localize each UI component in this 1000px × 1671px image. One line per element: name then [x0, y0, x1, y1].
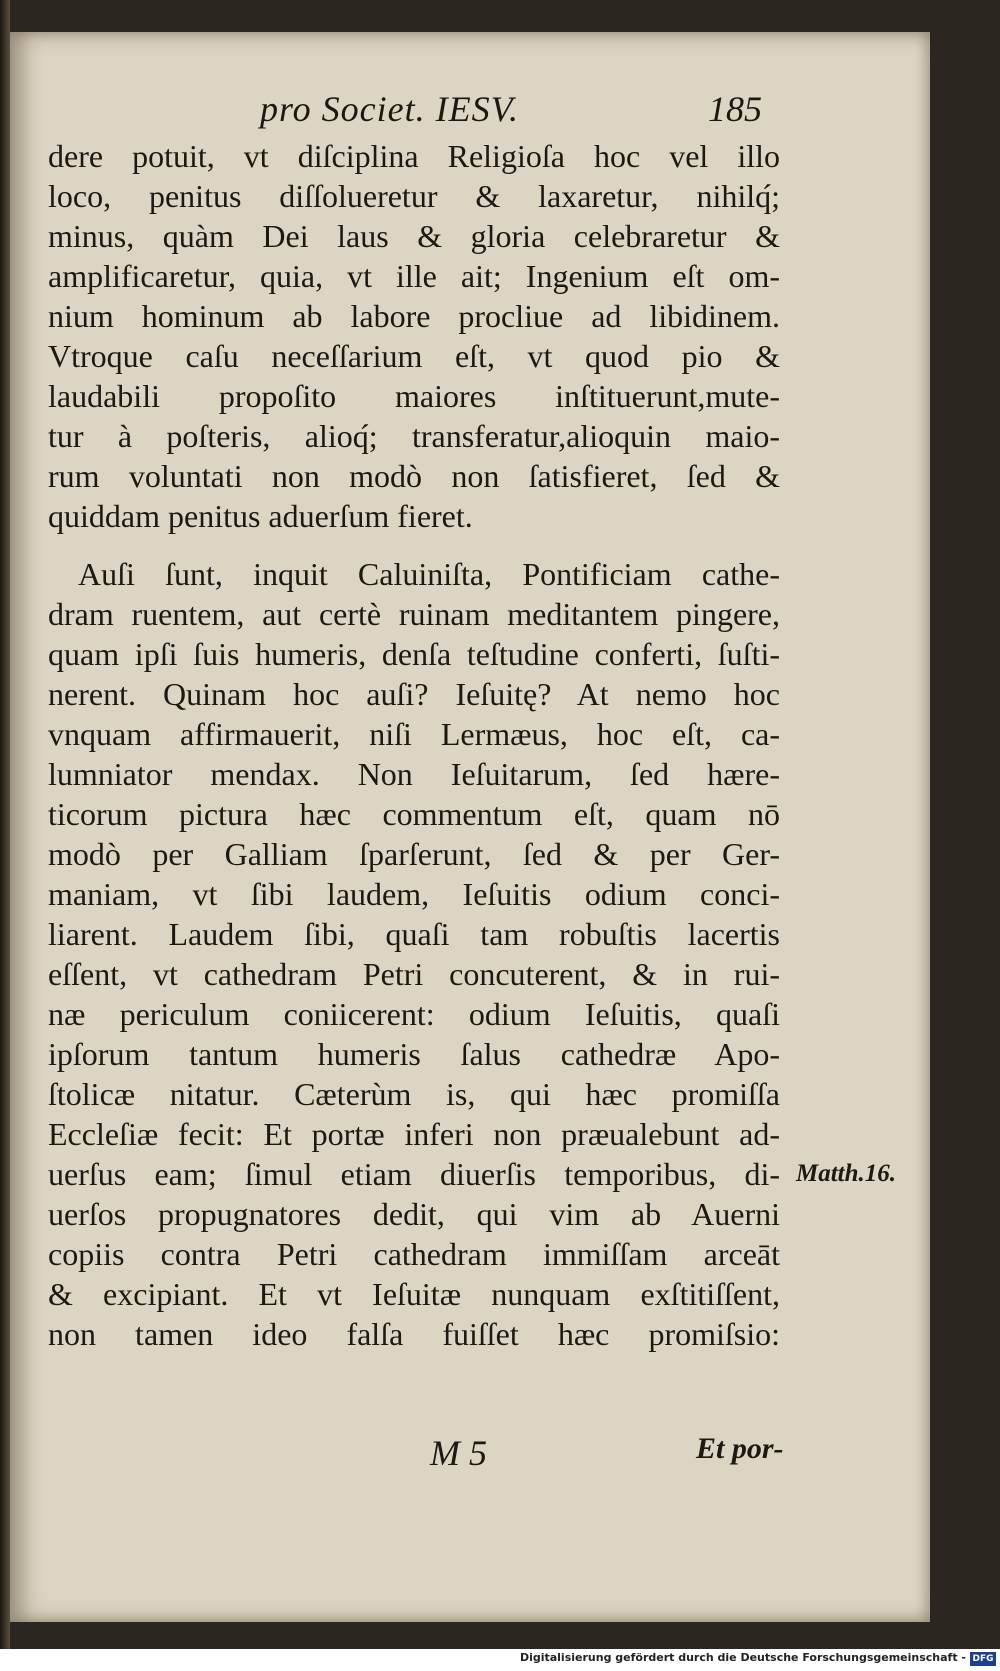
text-line: nerent. Quinam hoc auſi? Ieſuitę? At nemo hoc: [48, 676, 780, 712]
catchword: Et por-: [696, 1432, 784, 1465]
dfg-logo: DFG: [970, 1652, 996, 1666]
text-line: Eccleſiæ fecit: Et portæ inferi non præualebunt ad-: [48, 1116, 780, 1152]
text-line: minus, quàm Dei laus & gloria celebraretur &: [48, 218, 780, 254]
text-line: vnquam affirmauerit, niſi Lermæus, hoc eſt, ca-: [48, 716, 780, 752]
text-line: ticorum pictura hæc commentum eſt, quam nō: [48, 796, 780, 832]
text-line: ſtolicæ nitatur. Cæterùm is, qui hæc promiſſa: [48, 1076, 780, 1112]
text-line: tur à poſteris, alioq́; transferatur,alioquin maio-: [48, 418, 780, 454]
text-line: dere potuit, vt diſciplina Religioſa hoc vel illo: [48, 138, 780, 174]
text-line: rum voluntati non modò non ſatisfieret, ſed &: [48, 458, 780, 494]
text-line: Auſi ſunt, inquit Caluiniſta, Pontificiam cathe-: [78, 556, 780, 592]
text-line: laudabili propoſito maiores inſtituerunt,mute-: [48, 378, 780, 414]
footer-bar: [0, 1649, 1000, 1671]
text-line: amplificaretur, quia, vt ille ait; Ingenium eſt om-: [48, 258, 780, 294]
text-line: liarent. Laudem ſibi, quaſi tam robuſtis lacertis: [48, 916, 780, 952]
text-line: eſſent, vt cathedram Petri concuterent, & in rui-: [48, 956, 780, 992]
text-line: copiis contra Petri cathedram immiſſam arceāt: [48, 1236, 780, 1272]
text-line: quam ipſi ſuis humeris, denſa teſtudine conferti, ſuſti-: [48, 636, 780, 672]
text-line: & excipiant. Et vt Ieſuitæ nunquam exſtitiſſent,: [48, 1276, 780, 1312]
text-line: uerſos propugnatores dedit, qui vim ab Auerni: [48, 1196, 780, 1232]
text-line: non tamen ideo falſa fuiſſet hæc promiſsio:: [48, 1316, 780, 1352]
book-page: [10, 32, 930, 1622]
text-line: Vtroque caſu neceſſarium eſt, vt quod pio &: [48, 338, 780, 374]
text-line: ipſorum tantum humeris ſalus cathedræ Apo-: [48, 1036, 780, 1072]
funding-note: Digitalisierung gefördert durch die Deutsche Forschungsgemeinschaft -: [519, 1651, 966, 1664]
text-line: maniam, vt ſibi laudem, Ieſuitis odium conci-: [48, 876, 780, 912]
running-head: pro Societ. IESV.: [260, 89, 519, 129]
page-number: 185: [708, 89, 762, 129]
text-line: quiddam penitus aduerſum fieret.: [48, 498, 473, 534]
text-line: dram ruentem, aut certè ruinam meditantem pingere,: [48, 596, 780, 632]
text-line: loco, penitus diſſolueretur & laxaretur, nihilq́;: [48, 178, 780, 214]
text-line: uerſus eam; ſimul etiam diuerſis temporibus, di-: [48, 1156, 780, 1192]
margin-note: Matth.16.: [796, 1160, 897, 1187]
book-edge: [0, 0, 10, 1671]
text-line: nium hominum ab labore procliue ad libidinem.: [48, 298, 780, 334]
signature-mark: M 5: [430, 1433, 487, 1473]
text-line: modò per Galliam ſparſerunt, ſed & per Ger-: [48, 836, 780, 872]
text-line: næ periculum coniicerent: odium Ieſuitis, quaſi: [48, 996, 780, 1032]
text-line: lumniator mendax. Non Ieſuitarum, ſed hære-: [48, 756, 780, 792]
